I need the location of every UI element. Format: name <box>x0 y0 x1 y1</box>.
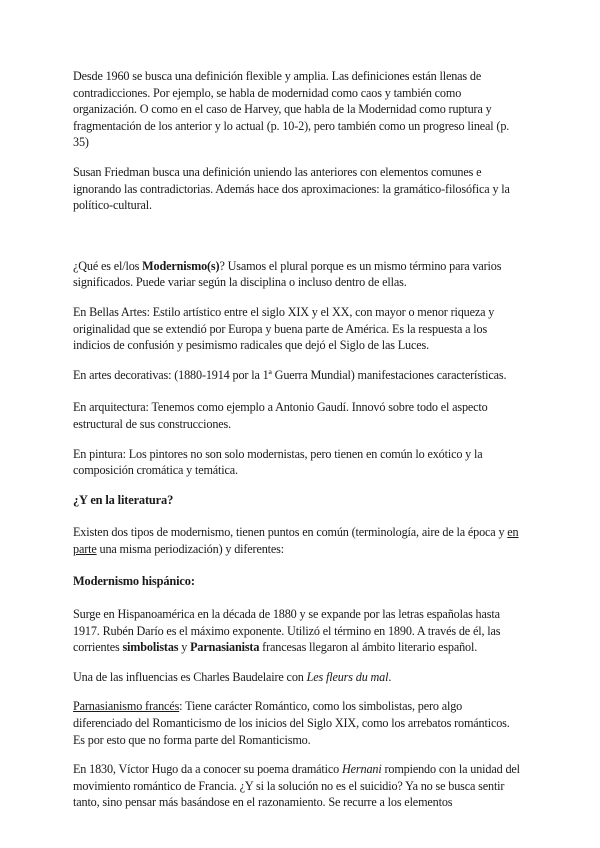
text-run: En 1830, Víctor Hugo da a conocer su poema dramático <box>73 762 343 777</box>
text-run: rompiendo con la unidad del movimiento romántico de Francia. ¿Y si la solución no es el suicidio? Ya no se busca sentir tanto, sino pensar más basándose en el razonamiento. Se recurre a los elementos <box>73 762 520 810</box>
paragraph-pintura: En pintura: Los pintores no son solo modernistas, pero tienen en común lo exótico y la composición cromática y temática. <box>73 446 483 478</box>
paragraph-definition: Desde 1960 se busca una definición flexible y amplia. Las definiciones están llenas de contradicciones. Por ejemplo, se habla de modernidad como caos y también como organización. O como en el caso de Harvey, que habla de la Modernidad como ruptura y fragmentación de los anterior y lo actual (p. 10-2), pero también como un progreso lineal (p. 35) <box>73 69 510 150</box>
paragraph-artes-decorativas: En artes decorativas: (1880-1914 por la 1ª Guerra Mundial) manifestaciones características. <box>73 367 507 382</box>
paragraph-hispanoamerica <box>73 606 520 656</box>
paragraph-victor-hugo <box>73 761 520 811</box>
bold-term-modernismos: Modernismo(s) <box>142 258 220 273</box>
paragraph-friedman: Susan Friedman busca una definición uniendo las anteriores con elementos comunes e ignorando las contradictorias. Además hace dos aproximaciones: la gramático-filosófica y la político-cultural. <box>73 164 510 213</box>
text-run: Una de las influencias es Charles Baudelaire con <box>73 669 307 684</box>
text-run: Surge en Hispanoamérica en la década de 1880 y se expande por las letras españolas hasta 1917. Rubén Darío es el máximo exponente. Utilizó el término en 1890. A través de él, las corrientes <box>73 607 501 655</box>
paragraph-arquitectura: En arquitectura: Tenemos como ejemplo a Antonio Gaudí. Innovó sobre todo el aspecto estructural de sus construcciones. <box>73 400 488 431</box>
text-run: : Tiene carácter Romántico, como los simbolistas, pero algo diferenciado del Romanticismo de los inicios del Siglo XIX, como los arrebatos románticos. Es por esto que no forma parte del Romanticismo. <box>73 699 510 747</box>
italic-title-hernani: Hernani <box>342 762 382 777</box>
paragraph-baudelaire <box>73 669 520 686</box>
text-run: francesas llegaron al ámbito literario español. <box>259 640 478 655</box>
bold-term-parnasianista: Parnasianista <box>190 640 260 655</box>
bold-term-simbolistas: simbolistas <box>122 640 179 655</box>
text-run: . <box>388 669 392 684</box>
paragraph-parnasianismo <box>73 698 520 748</box>
paragraph-bellas-artes: En Bellas Artes: Estilo artístico entre el siglo XIX y el XX, con mayor o menor riqueza y originalidad que se extendió por Europa y buena parte de América. Es la respuesta a los indicios de confusión y pesimismo radicales que dejó el Siglo de las Luces. <box>73 304 495 353</box>
paragraph-modernismos <box>73 258 520 291</box>
text-run: y <box>178 640 191 655</box>
heading-modernismo-hispanico: Modernismo hispánico: <box>73 574 195 589</box>
heading-literatura: ¿Y en la literatura? <box>73 492 174 507</box>
underlined-en-parte: en parte <box>73 525 519 556</box>
underlined-parnasianismo-frances: Parnasianismo francés <box>73 699 180 714</box>
text-run: ¿Qué es el/los <box>73 258 143 273</box>
text-run: ? Usamos el plural porque es un mismo término para varios significados. Puede variar según la disciplina o incluso dentro de ellas. <box>73 258 502 290</box>
text-run: Existen dos tipos de modernismo, tienen puntos en común (terminología, aire de la época y <box>73 525 508 540</box>
italic-title-fleurs-du-mal: Les fleurs du mal <box>306 669 389 684</box>
text-run: una misma periodización) y diferentes: <box>96 541 284 556</box>
paragraph-tipos-modernismo <box>73 524 520 557</box>
